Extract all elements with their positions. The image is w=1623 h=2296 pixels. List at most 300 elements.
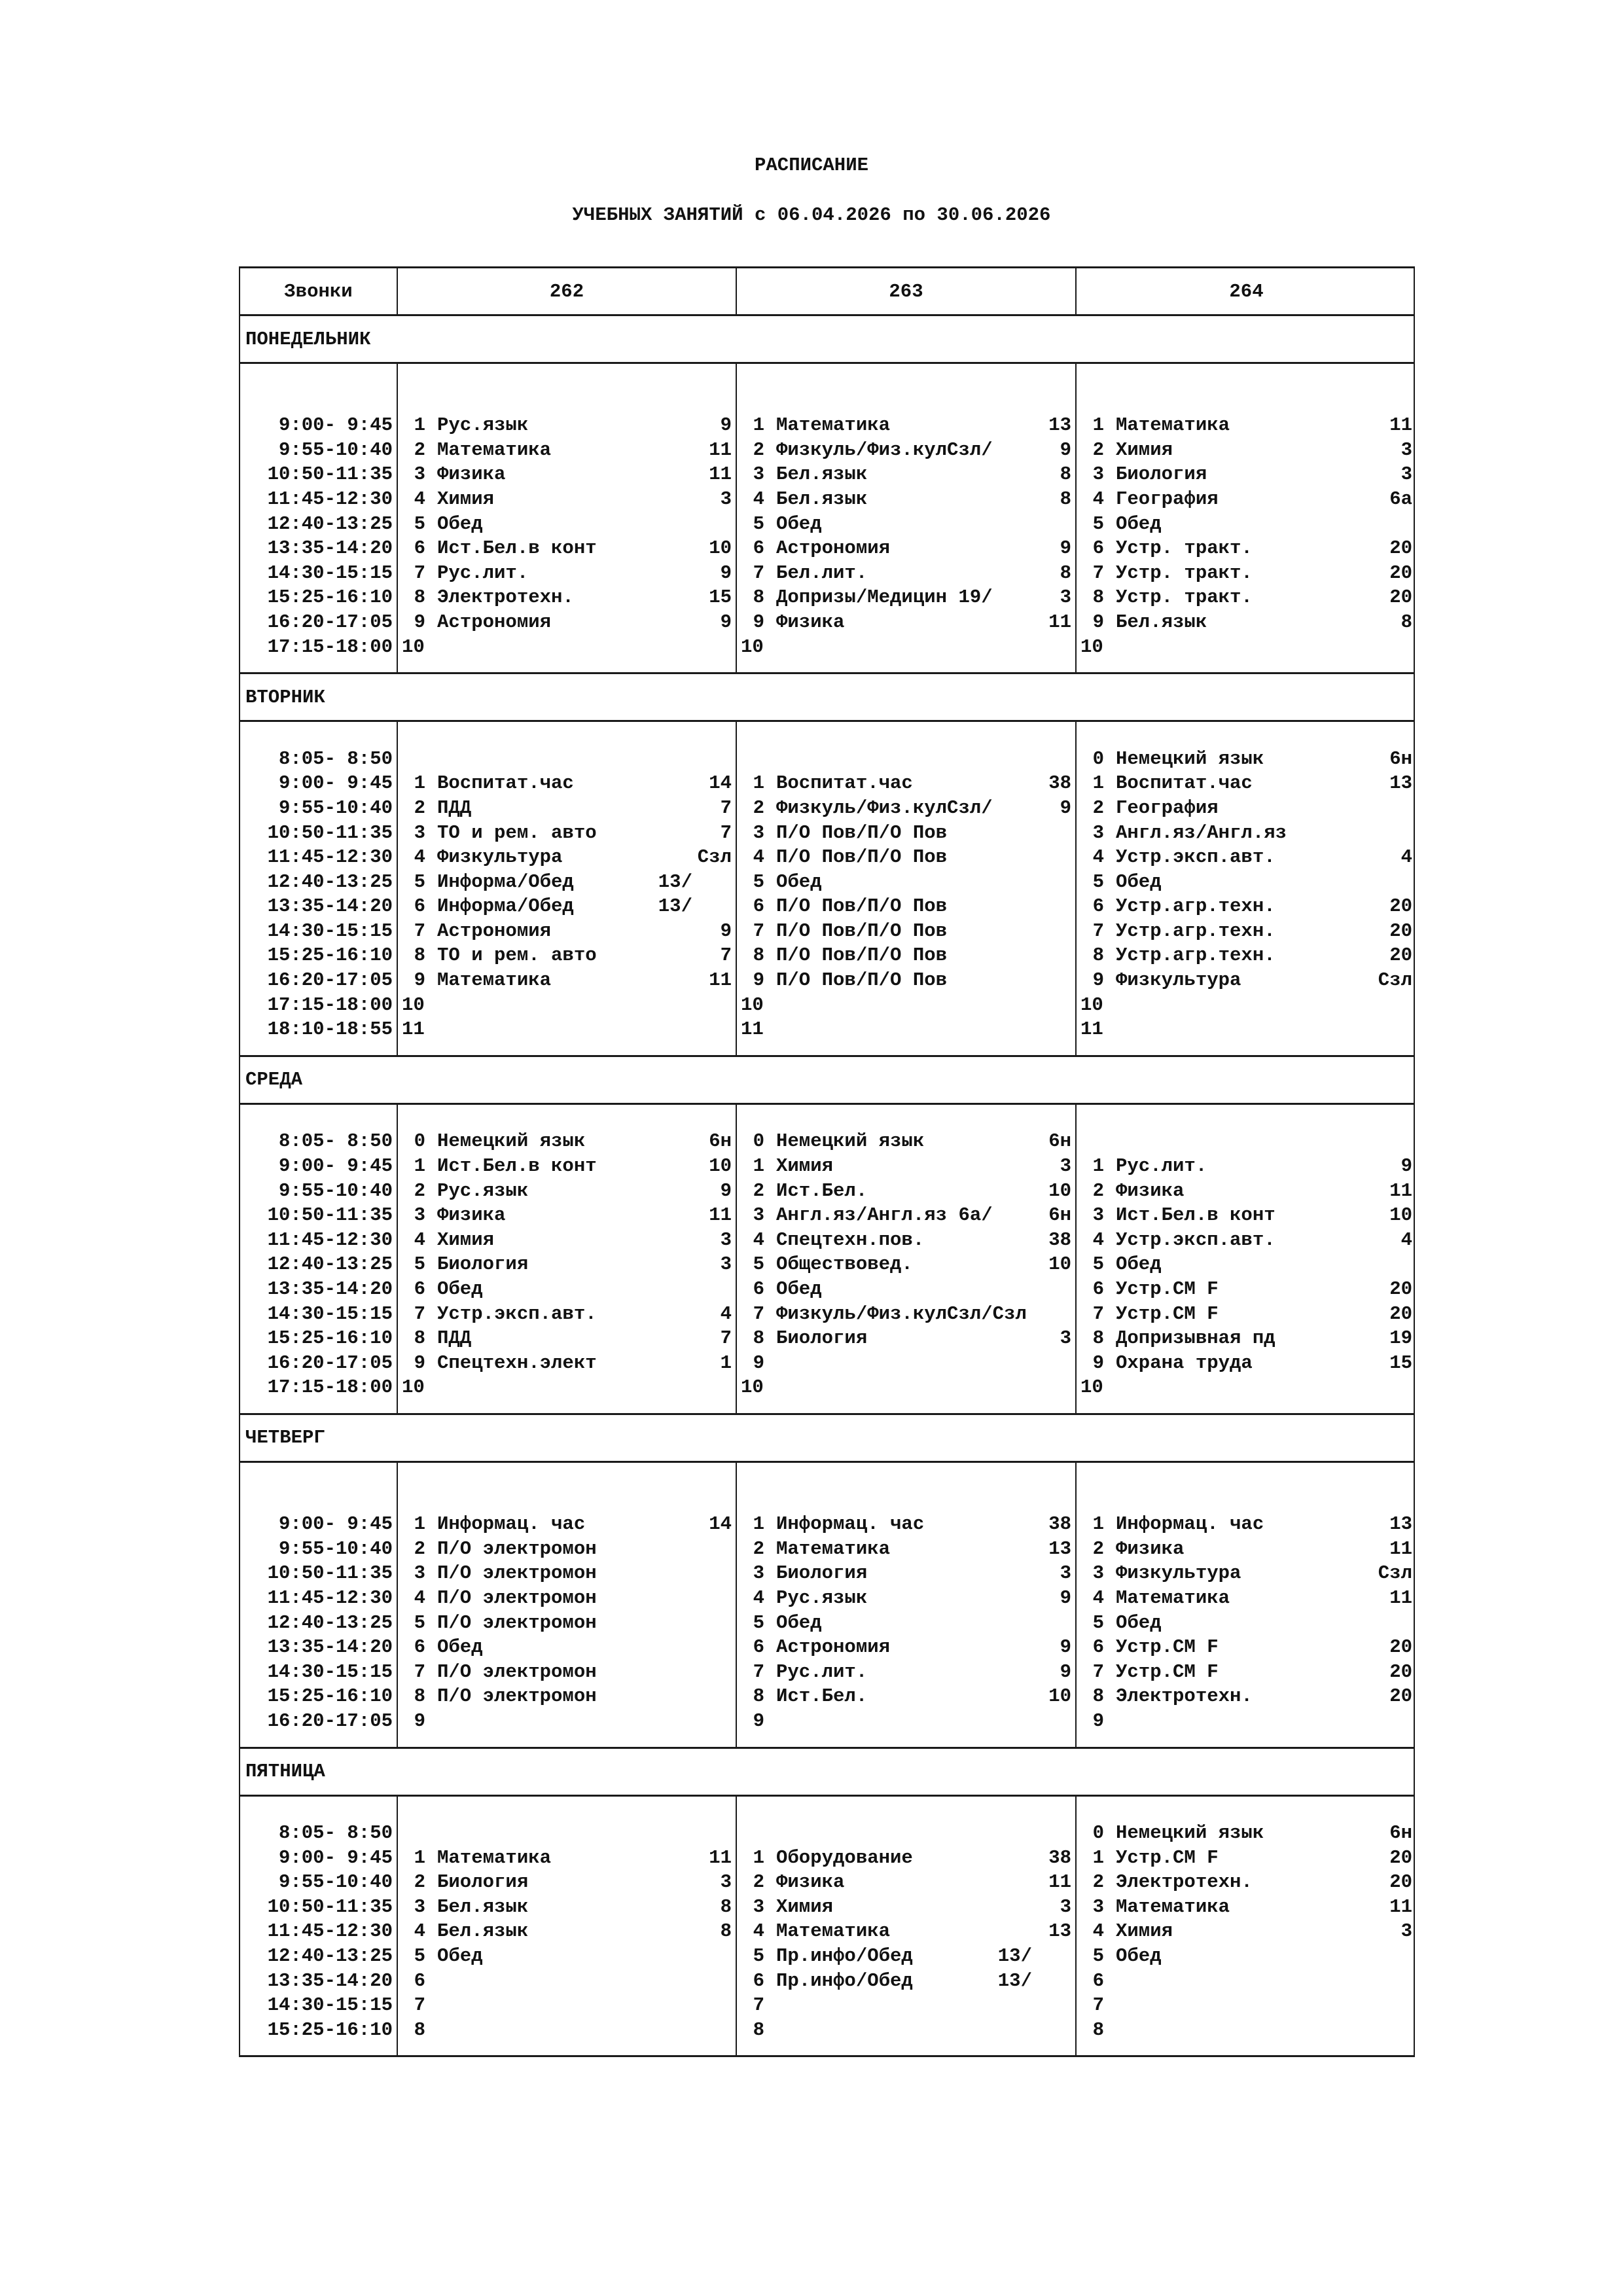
lesson-room: 7 — [720, 1327, 732, 1350]
lesson-row — [1077, 993, 1416, 1018]
lesson-room: 13 — [1389, 772, 1412, 795]
lesson-number: 1 — [753, 1846, 764, 1869]
bell-time: 14:30-15:15 — [267, 1994, 393, 2017]
lesson-number: 2 — [414, 1871, 425, 1893]
lesson-room: 11 — [709, 1846, 732, 1869]
lesson-row — [1077, 561, 1416, 586]
lesson-subject: Химия — [1116, 1920, 1173, 1943]
lesson-row — [737, 438, 1075, 463]
lesson-number — [402, 389, 425, 414]
lesson-number: 9 — [414, 1710, 425, 1732]
lesson-row — [737, 1846, 1075, 1871]
lesson-number: 10 — [402, 636, 425, 658]
lesson-subject: Устр.СМ F — [1116, 1278, 1219, 1300]
lesson-subject — [764, 1993, 1071, 2018]
lesson-room: 4 — [720, 1302, 732, 1325]
lesson-number: 4 — [414, 1229, 425, 1251]
lesson-room: 11 — [709, 1204, 732, 1227]
lesson-number: 3 — [1092, 821, 1104, 844]
lesson-room: 11 — [1389, 414, 1412, 437]
bell-time: 13:35-14:20 — [267, 1278, 393, 1300]
lesson-room: 20 — [1389, 920, 1412, 942]
lesson-row — [1077, 1179, 1416, 1204]
lesson-number: 3 — [414, 1204, 425, 1227]
lesson-row — [1077, 1277, 1416, 1302]
bell-time: 13:35-14:20 — [267, 1969, 393, 1992]
lesson-number — [741, 1821, 764, 1846]
lesson-row — [737, 919, 1075, 944]
lesson-row — [398, 771, 736, 796]
lesson-subject — [764, 635, 1071, 660]
lesson-subject: Обед — [1116, 1611, 1162, 1634]
lesson-room: 11 — [1389, 1179, 1412, 1202]
group-column-262 — [398, 722, 737, 1055]
bell-time: 9:55-10:40 — [278, 439, 393, 461]
bell-time: 10:50-11:35 — [267, 1895, 393, 1918]
lesson-subject — [1104, 389, 1412, 414]
bell-time: 15:25-16:10 — [267, 1685, 393, 1708]
lesson-number: 8 — [753, 944, 764, 967]
lesson-room: 9 — [720, 1179, 732, 1202]
lesson-subject: Устр.эксп.авт. — [437, 1302, 597, 1325]
lesson-row — [1077, 1635, 1416, 1660]
lesson-row — [1077, 821, 1416, 846]
lesson-number: 1 — [414, 1846, 425, 1869]
lesson-subject: Математика — [776, 414, 891, 437]
group-column-262 — [398, 1105, 737, 1413]
lesson-subject: Математика — [437, 969, 552, 992]
lesson-subject: Рус.язык — [776, 1587, 868, 1609]
lesson-number: 8 — [414, 1327, 425, 1350]
lesson-number: 6 — [753, 1278, 764, 1300]
lesson-room: 7 — [720, 821, 732, 844]
lesson-subject: Физкуль/Физ.кулСзл/Сзл — [776, 1302, 1027, 1325]
lesson-row — [398, 1129, 736, 1154]
lesson-subject: П/О электромон — [437, 1660, 597, 1683]
lesson-number: 6 — [414, 1969, 425, 1992]
lesson-number: 5 — [753, 1945, 764, 1967]
lesson-number: 8 — [753, 586, 764, 609]
lesson-number: 9 — [414, 969, 425, 992]
lesson-room: 9 — [1060, 797, 1071, 819]
lesson-row — [1077, 585, 1416, 610]
lesson-number: 2 — [753, 439, 764, 461]
lesson-number: 4 — [414, 1920, 425, 1943]
lesson-number: 2 — [414, 1537, 425, 1560]
lesson-subject — [425, 1375, 732, 1400]
bell-time: 10:50-11:35 — [267, 1204, 393, 1227]
lesson-subject: Математика — [776, 1537, 891, 1560]
lesson-number: 8 — [753, 1327, 764, 1350]
lesson-subject: Биология — [776, 1562, 868, 1585]
lesson-number: 1 — [414, 772, 425, 795]
lesson-row — [737, 1154, 1075, 1179]
lesson-row — [737, 1488, 1075, 1513]
lesson-subject — [764, 1709, 1071, 1734]
lesson-number — [402, 1821, 425, 1846]
group-column-264 — [1077, 364, 1416, 672]
lesson-room: 3 — [720, 488, 732, 510]
lesson-subject — [764, 1351, 1071, 1376]
lesson-row — [737, 1537, 1075, 1562]
lesson-room: 3 — [1060, 1327, 1071, 1350]
lesson-subject: Информац. час — [776, 1513, 925, 1535]
lesson-number: 8 — [1092, 1327, 1104, 1350]
lesson-room: 3 — [1400, 439, 1412, 461]
lesson-room: 11 — [709, 969, 732, 992]
lesson-room: 13 — [1048, 1537, 1071, 1560]
lesson-row — [737, 1635, 1075, 1660]
lesson-subject: Рус.лит. — [1116, 1155, 1207, 1177]
lesson-room: 20 — [1389, 1660, 1412, 1683]
lesson-subject: Англ.яз/Англ.яз — [1116, 821, 1287, 844]
group-column-262 — [398, 1797, 737, 2056]
lesson-room: 20 — [1389, 1278, 1412, 1300]
lesson-number: 8 — [414, 944, 425, 967]
lesson-subject: Воспитат.час — [437, 772, 574, 795]
bell-time: 9:55-10:40 — [278, 1537, 393, 1560]
lesson-subject — [1103, 1017, 1412, 1042]
lesson-subject: Математика — [437, 439, 552, 461]
lesson-subject: Электротехн. — [1116, 1685, 1253, 1708]
lesson-number: 5 — [753, 512, 764, 535]
lesson-row — [398, 561, 736, 586]
lesson-number: 5 — [753, 870, 764, 893]
lesson-row — [737, 1203, 1075, 1228]
lesson-subject: Биология — [1116, 463, 1207, 486]
lesson-number: 7 — [753, 562, 764, 584]
group-column-263 — [737, 1105, 1077, 1413]
lesson-subject: П/О Пов/П/О Пов — [776, 821, 948, 844]
lesson-subject: Обед — [437, 512, 483, 535]
lesson-number: 9 — [753, 969, 764, 992]
lesson-row — [737, 585, 1075, 610]
lesson-row — [398, 1179, 736, 1204]
lesson-row — [398, 821, 736, 846]
lesson-room: 3 — [1060, 1155, 1071, 1177]
lesson-row — [1077, 1488, 1416, 1513]
lesson-subject: Ист.Бел. — [776, 1179, 868, 1202]
lesson-subject: Устр.СМ F — [1116, 1846, 1219, 1869]
bell-time — [240, 389, 397, 414]
lesson-room: 15 — [1389, 1352, 1412, 1374]
lesson-room: Сзл — [697, 846, 732, 869]
lesson-subject: П/О электромон — [437, 1537, 597, 1560]
lesson-subject: Воспитат.час — [776, 772, 913, 795]
lesson-row — [737, 1375, 1075, 1400]
lesson-row — [737, 413, 1075, 438]
lesson-number: 10 — [1080, 636, 1103, 658]
lesson-row — [1077, 796, 1416, 821]
lesson-number: 3 — [1092, 1204, 1104, 1227]
lesson-number: 6 — [1092, 537, 1104, 560]
lesson-room: 9 — [720, 920, 732, 942]
lesson-row — [398, 796, 736, 821]
bell-time: 9:00- 9:45 — [278, 1155, 393, 1177]
lesson-room: 20 — [1389, 1636, 1412, 1659]
lesson-row — [1077, 771, 1416, 796]
group-column-263 — [737, 1797, 1077, 2056]
lesson-subject: Электротехн. — [437, 586, 574, 609]
lesson-room: 8 — [1400, 611, 1412, 633]
bell-time: 9:55-10:40 — [278, 1871, 393, 1893]
lesson-subject — [425, 1821, 732, 1846]
lesson-number: 7 — [1092, 920, 1104, 942]
lesson-number: 5 — [414, 1945, 425, 1967]
lesson-subject: Электротехн. — [1116, 1871, 1253, 1893]
lesson-row — [1077, 1561, 1416, 1586]
lesson-number: 6 — [414, 1636, 425, 1659]
lesson-number: 5 — [1092, 870, 1104, 893]
lesson-subject: Химия — [776, 1155, 834, 1177]
lesson-room: 9 — [1400, 1155, 1412, 1177]
lesson-row — [1077, 1537, 1416, 1562]
day-title: СРЕДА — [239, 1057, 1415, 1105]
lesson-row — [398, 635, 736, 660]
lesson-number: 1 — [1092, 1155, 1104, 1177]
lesson-number: 6 — [1092, 895, 1104, 918]
lesson-room: 8 — [1060, 463, 1071, 486]
lesson-room: 3 — [1060, 1562, 1071, 1585]
lesson-row — [398, 845, 736, 870]
bell-time: 18:10-18:55 — [267, 1018, 393, 1041]
bell-time: 14:30-15:15 — [267, 920, 393, 942]
lesson-subject: Биология — [437, 1871, 529, 1893]
lesson-room: 7 — [720, 944, 732, 967]
lesson-number — [741, 389, 764, 414]
bell-time: 16:20-17:05 — [267, 611, 393, 633]
lesson-subject: П/О электромон — [437, 1562, 597, 1585]
lesson-number: 4 — [1092, 1229, 1104, 1251]
bell-time: 9:55-10:40 — [278, 797, 393, 819]
lesson-number: 5 — [1092, 1945, 1104, 1967]
lesson-number: 5 — [414, 870, 425, 893]
lesson-row — [737, 1944, 1075, 1969]
bell-time: 17:15-18:00 — [267, 994, 393, 1016]
lesson-number: 0 — [1092, 747, 1104, 770]
bell-time: 11:45-12:30 — [267, 1920, 393, 1943]
lesson-row — [1077, 1252, 1416, 1277]
lesson-subject — [764, 1375, 1071, 1400]
lesson-number: 7 — [1092, 1660, 1104, 1683]
lesson-room: 8 — [1060, 562, 1071, 584]
lesson-room: Сзл — [1378, 1562, 1412, 1585]
lesson-number: 4 — [414, 1587, 425, 1609]
lesson-number: 4 — [1092, 488, 1104, 510]
header-group-263: 263 — [737, 268, 1077, 314]
lesson-room: 13 — [1048, 414, 1071, 437]
lesson-room: 20 — [1389, 1685, 1412, 1708]
lesson-row — [737, 1302, 1075, 1327]
lesson-row — [398, 2018, 736, 2043]
lesson-number: 6 — [414, 537, 425, 560]
lesson-row — [737, 487, 1075, 512]
lesson-subject: Биология — [437, 1253, 529, 1276]
lesson-subject: П/О электромон — [437, 1685, 597, 1708]
lesson-room: 20 — [1389, 1302, 1412, 1325]
lesson-row — [1077, 635, 1416, 660]
lesson-subject — [1104, 1488, 1412, 1513]
lesson-number: 2 — [1092, 1179, 1104, 1202]
bell-time: 13:35-14:20 — [267, 537, 393, 560]
lesson-row — [1077, 919, 1416, 944]
lesson-room: 3 — [1060, 1895, 1071, 1918]
lesson-subject: Воспитат.час — [1116, 772, 1253, 795]
bell-time: 9:00- 9:45 — [278, 772, 393, 795]
lesson-row — [737, 894, 1075, 919]
lesson-row — [1077, 870, 1416, 895]
bell-times-column — [240, 1463, 398, 1747]
lesson-row — [737, 1512, 1075, 1537]
lesson-row — [398, 943, 736, 968]
lesson-number: 7 — [753, 1302, 764, 1325]
lesson-number: 6 — [1092, 1636, 1104, 1659]
lesson-room: 3 — [720, 1871, 732, 1893]
lesson-subject: Рус.лит. — [437, 562, 529, 584]
lesson-row — [398, 1512, 736, 1537]
lesson-row — [398, 1895, 736, 1920]
lesson-number: 5 — [414, 1253, 425, 1276]
lesson-number: 1 — [1092, 1513, 1104, 1535]
group-column-262 — [398, 1463, 737, 1747]
day-title: ВТОРНИК — [239, 674, 1415, 722]
group-column-263 — [737, 364, 1077, 672]
lesson-row — [737, 1969, 1075, 1994]
lesson-row — [737, 1684, 1075, 1709]
lesson-subject — [1103, 1375, 1412, 1400]
lesson-subject: Обед — [1116, 870, 1162, 893]
lesson-row — [737, 561, 1075, 586]
lesson-subject: П/О электромон — [437, 1611, 597, 1634]
lesson-room: 7 — [720, 797, 732, 819]
lesson-row — [398, 1375, 736, 1400]
bell-time: 16:20-17:05 — [267, 1710, 393, 1732]
lesson-row — [737, 1895, 1075, 1920]
day-title: ПЯТНИЦА — [239, 1749, 1415, 1797]
group-column-264 — [1077, 1463, 1416, 1747]
lesson-subject: Обед — [437, 1278, 483, 1300]
lesson-subject: Физкуль/Физ.кулСзл/ — [776, 797, 993, 819]
lesson-subject: Устр.агр.техн. — [1116, 895, 1275, 918]
lesson-row — [1077, 845, 1416, 870]
document-title: РАСПИСАНИЕ — [754, 154, 869, 176]
lesson-row — [398, 512, 736, 537]
lesson-room: 20 — [1389, 1871, 1412, 1893]
lesson-row — [737, 1228, 1075, 1253]
lesson-row — [398, 1709, 736, 1734]
lesson-row — [737, 1611, 1075, 1636]
lesson-number: 4 — [753, 846, 764, 869]
lesson-row — [398, 438, 736, 463]
lesson-number: 3 — [414, 463, 425, 486]
lesson-row — [1077, 1586, 1416, 1611]
lesson-number: 9 — [753, 1352, 764, 1374]
lesson-number — [402, 747, 425, 772]
lesson-subject: Химия — [437, 1229, 495, 1251]
lesson-number: 2 — [1092, 439, 1104, 461]
lesson-subject: Спецтехн.элект — [437, 1352, 597, 1374]
bell-time: 13:35-14:20 — [267, 895, 393, 918]
lesson-row — [398, 1252, 736, 1277]
lesson-row — [398, 1154, 736, 1179]
lesson-row — [398, 1919, 736, 1944]
lesson-number: 3 — [414, 1895, 425, 1918]
lesson-subject: Допризы/Медицин 19/ — [776, 586, 993, 609]
lesson-subject: Охрана труда — [1116, 1352, 1253, 1374]
lesson-row — [1077, 487, 1416, 512]
lesson-number: 7 — [753, 1994, 764, 2017]
lesson-number: 1 — [1092, 1846, 1104, 1869]
lesson-subject: Обед — [437, 1945, 483, 1967]
lesson-row — [398, 870, 736, 895]
lesson-row — [1077, 1969, 1416, 1994]
lesson-number: 7 — [753, 1660, 764, 1683]
bell-times-column — [240, 1105, 398, 1413]
day-title: ЧЕТВЕРГ — [239, 1415, 1415, 1463]
lesson-subject: Физкультура — [1116, 969, 1241, 992]
lesson-subject: Математика — [1116, 1587, 1230, 1609]
lesson-number: 3 — [1092, 463, 1104, 486]
header-group-264: 264 — [1229, 280, 1264, 302]
bell-time: 9:00- 9:45 — [278, 1513, 393, 1535]
lesson-room: 3 — [720, 1253, 732, 1276]
lesson-subject: Физика — [776, 611, 845, 633]
lesson-room: 10 — [1389, 1204, 1412, 1227]
lesson-row — [1077, 610, 1416, 635]
lesson-row — [398, 1993, 736, 2018]
lesson-number: 4 — [753, 1229, 764, 1251]
lesson-row — [398, 1326, 736, 1351]
lesson-number: 3 — [753, 821, 764, 844]
lesson-row — [398, 536, 736, 561]
lesson-row — [1077, 1512, 1416, 1537]
lesson-room: 20 — [1389, 537, 1412, 560]
lesson-subject: Физика — [776, 1871, 845, 1893]
bell-time: 9:00- 9:45 — [278, 1846, 393, 1869]
lesson-subject — [425, 1969, 732, 1994]
day-section — [239, 1463, 1415, 1749]
lesson-number: 7 — [753, 920, 764, 942]
lesson-row — [1077, 1203, 1416, 1228]
lesson-room: 3 — [720, 1229, 732, 1251]
lesson-row — [398, 1537, 736, 1562]
lesson-number: 11 — [1080, 1018, 1103, 1041]
lesson-room: 13 — [1389, 1513, 1412, 1535]
lesson-number: 10 — [1080, 994, 1103, 1016]
lesson-subject: Обед — [776, 1611, 822, 1634]
bell-time: 9:00- 9:45 — [278, 414, 393, 437]
lesson-number: 9 — [1092, 611, 1104, 633]
group-column-264 — [1077, 722, 1416, 1055]
lesson-row — [398, 1488, 736, 1513]
lesson-room: 3 — [1400, 1920, 1412, 1943]
lesson-subject: Устр. тракт. — [1116, 586, 1253, 609]
lesson-room: 20 — [1389, 895, 1412, 918]
bell-time: 12:40-13:25 — [267, 1945, 393, 1967]
lesson-number: 2 — [414, 797, 425, 819]
lesson-row — [398, 610, 736, 635]
lesson-room: 10 — [709, 537, 732, 560]
bell-time: 10:50-11:35 — [267, 821, 393, 844]
lesson-row — [737, 821, 1075, 846]
day-section — [239, 364, 1415, 674]
lesson-room: 10 — [1048, 1253, 1071, 1276]
lesson-subject: Обществовед. — [776, 1253, 913, 1276]
lesson-subject: Математика — [1116, 1895, 1230, 1918]
lesson-room: 11 — [1389, 1895, 1412, 1918]
lesson-number: 1 — [1092, 772, 1104, 795]
lesson-number: 1 — [1092, 414, 1104, 437]
